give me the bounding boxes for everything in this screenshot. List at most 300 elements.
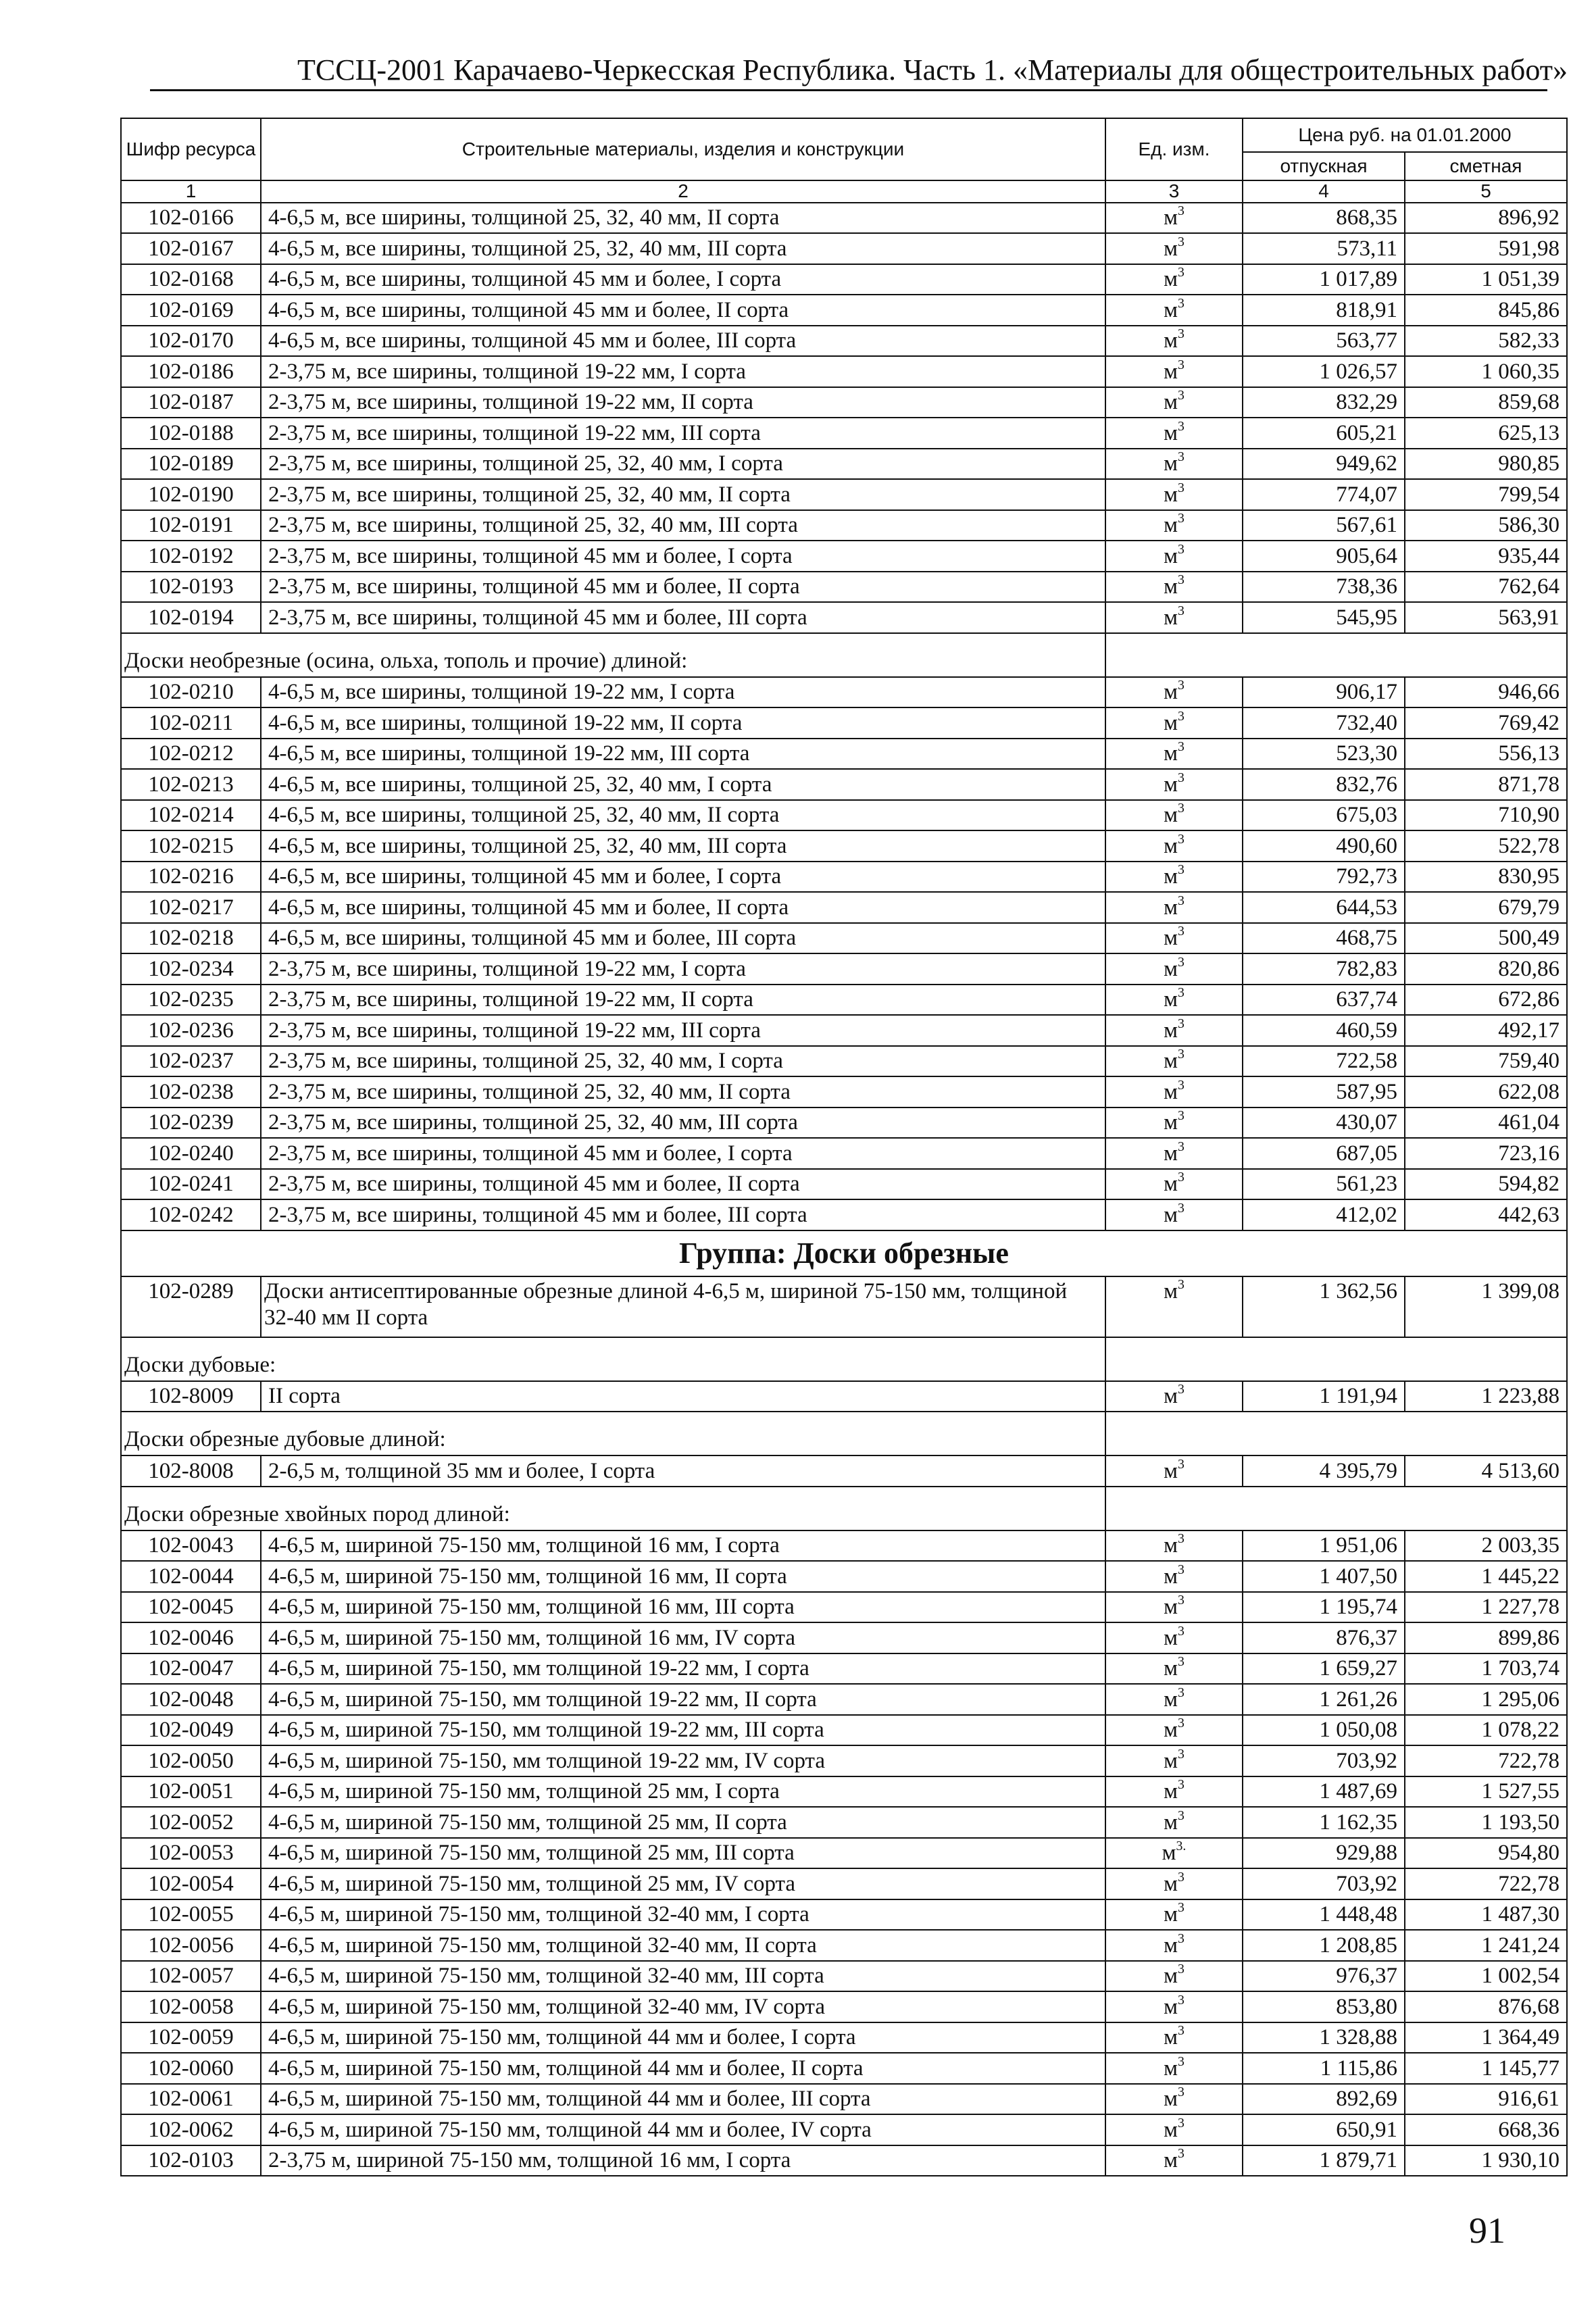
unit-exponent: 3 bbox=[1178, 862, 1184, 878]
wholesale-price: 1 115,86 bbox=[1243, 2053, 1405, 2084]
wholesale-price: 490,60 bbox=[1243, 830, 1405, 862]
table-row bbox=[121, 418, 1567, 449]
description: 4-6,5 м, все ширины, толщиной 45 мм и более, II сорта bbox=[261, 892, 1105, 923]
table-row bbox=[121, 264, 1567, 295]
estimate-price: 625,13 bbox=[1405, 418, 1567, 449]
resource-code: 102-0193 bbox=[121, 572, 261, 603]
table-row bbox=[121, 739, 1567, 770]
estimate-price: 1 241,24 bbox=[1405, 1930, 1567, 1961]
unit-text: м bbox=[1164, 574, 1178, 599]
unit bbox=[1105, 1169, 1243, 1200]
description: 4-6,5 м, все ширины, толщиной 25, 32, 40 мм, III сорта bbox=[261, 233, 1105, 264]
description: 4-6,5 м, шириной 75-150 мм, толщиной 32-40 мм, IV сорта bbox=[261, 1991, 1105, 2022]
wholesale-price: 545,95 bbox=[1243, 602, 1405, 633]
unit-exponent: 3 bbox=[1178, 770, 1184, 785]
unit-exponent: 3 bbox=[1178, 1869, 1184, 1885]
description: II сорта bbox=[261, 1381, 1105, 1412]
resource-code: 102-0191 bbox=[121, 510, 261, 541]
description: 4-6,5 м, все ширины, толщиной 25, 32, 40 мм, III сорта bbox=[261, 830, 1105, 862]
unit-text: м bbox=[1164, 1533, 1178, 1558]
unit-text: м bbox=[1164, 710, 1178, 735]
table-row bbox=[121, 1455, 1567, 1487]
estimate-price: 1 703,74 bbox=[1405, 1653, 1567, 1685]
unit bbox=[1105, 830, 1243, 862]
wholesale-price: 1 448,48 bbox=[1243, 1899, 1405, 1931]
section-blank bbox=[1105, 1487, 1567, 1530]
estimate-price: 1 227,78 bbox=[1405, 1592, 1567, 1623]
header-code: Шифр ресурса bbox=[121, 118, 261, 180]
table-row bbox=[121, 1868, 1567, 1899]
resource-code: 102-0218 bbox=[121, 923, 261, 954]
unit-exponent: 3 bbox=[1178, 357, 1184, 372]
resource-code: 102-0048 bbox=[121, 1684, 261, 1715]
description: 2-3,75 м, все ширины, толщиной 19-22 мм, I сорта bbox=[261, 356, 1105, 387]
resource-code: 102-0056 bbox=[121, 1930, 261, 1961]
wholesale-price: 605,21 bbox=[1243, 418, 1405, 449]
table-row bbox=[121, 769, 1567, 800]
resource-code: 102-0239 bbox=[121, 1107, 261, 1139]
table-row bbox=[121, 800, 1567, 831]
resource-code: 102-0289 bbox=[121, 1276, 261, 1337]
unit bbox=[1105, 985, 1243, 1016]
resource-code: 102-0061 bbox=[121, 2084, 261, 2115]
description: 2-3,75 м, все ширины, толщиной 19-22 мм, III сорта bbox=[261, 1015, 1105, 1046]
estimate-price: 492,17 bbox=[1405, 1015, 1567, 1046]
unit-exponent: 3 bbox=[1178, 603, 1184, 618]
unit bbox=[1105, 677, 1243, 708]
wholesale-price: 1 879,71 bbox=[1243, 2145, 1405, 2176]
unit bbox=[1105, 1715, 1243, 1746]
unit-text: м bbox=[1164, 1994, 1178, 2019]
estimate-price: 1 399,08 bbox=[1405, 1276, 1567, 1337]
unit-text: м bbox=[1164, 772, 1178, 797]
unit bbox=[1105, 233, 1243, 264]
unit-text: м bbox=[1164, 1110, 1178, 1135]
estimate-price: 1 445,22 bbox=[1405, 1561, 1567, 1592]
resource-code: 102-0045 bbox=[121, 1592, 261, 1623]
resource-code: 102-0189 bbox=[121, 449, 261, 480]
estimate-price: 876,68 bbox=[1405, 1991, 1567, 2022]
unit-text: м bbox=[1164, 803, 1178, 828]
estimate-price: 762,64 bbox=[1405, 572, 1567, 603]
unit-exponent: 3 bbox=[1178, 1900, 1184, 1916]
resource-code: 102-0059 bbox=[121, 2022, 261, 2053]
unit bbox=[1105, 418, 1243, 449]
unit bbox=[1105, 862, 1243, 893]
description: 2-3,75 м, все ширины, толщиной 19-22 мм, II сорта bbox=[261, 387, 1105, 418]
wholesale-price: 1 328,88 bbox=[1243, 2022, 1405, 2053]
unit-text: м bbox=[1164, 513, 1178, 538]
unit-exponent: 3 bbox=[1178, 1992, 1184, 2008]
description: 4-6,5 м, шириной 75-150, мм толщиной 19-22 мм, III сорта bbox=[261, 1715, 1105, 1746]
unit-text: м bbox=[1164, 1933, 1178, 1958]
wholesale-price: 1 050,08 bbox=[1243, 1715, 1405, 1746]
unit-exponent: 3 bbox=[1178, 1170, 1184, 1185]
table-row bbox=[121, 2084, 1567, 2115]
unit-exponent: 3 bbox=[1178, 1716, 1184, 1731]
wholesale-price: 1 026,57 bbox=[1243, 356, 1405, 387]
column-number: 1 bbox=[121, 180, 261, 203]
table-row bbox=[121, 1046, 1567, 1077]
table-row bbox=[121, 1838, 1567, 1869]
table-row bbox=[121, 541, 1567, 572]
unit bbox=[1105, 479, 1243, 510]
resource-code: 102-0212 bbox=[121, 739, 261, 770]
unit-exponent: 3 bbox=[1178, 1200, 1184, 1216]
unit bbox=[1105, 2114, 1243, 2145]
wholesale-price: 949,62 bbox=[1243, 449, 1405, 480]
estimate-price: 563,91 bbox=[1405, 602, 1567, 633]
wholesale-price: 738,36 bbox=[1243, 572, 1405, 603]
section-row bbox=[121, 1412, 1567, 1455]
unit-exponent: 3 bbox=[1178, 1746, 1184, 1762]
table-row bbox=[121, 1199, 1567, 1230]
unit-exponent: 3 bbox=[1178, 1139, 1184, 1154]
unit-exponent: 3 bbox=[1178, 893, 1184, 908]
unit-text: м bbox=[1164, 420, 1178, 445]
unit bbox=[1105, 892, 1243, 923]
description: 2-3,75 м, все ширины, толщиной 45 мм и более, II сорта bbox=[261, 1169, 1105, 1200]
unit-exponent: 3 bbox=[1178, 480, 1184, 495]
unit-exponent: 3 bbox=[1178, 1562, 1184, 1577]
table-row bbox=[121, 326, 1567, 357]
resource-code: 102-0043 bbox=[121, 1530, 261, 1562]
wholesale-price: 1 407,50 bbox=[1243, 1561, 1405, 1592]
unit bbox=[1105, 541, 1243, 572]
unit-text: м bbox=[1164, 543, 1178, 568]
unit-exponent: 3 bbox=[1178, 1685, 1184, 1700]
wholesale-price: 468,75 bbox=[1243, 923, 1405, 954]
unit-text: м bbox=[1164, 1079, 1178, 1104]
description: 4-6,5 м, шириной 75-150 мм, толщиной 25 мм, I сорта bbox=[261, 1776, 1105, 1808]
table-row bbox=[121, 2114, 1567, 2145]
description: 4-6,5 м, шириной 75-150 мм, толщиной 16 мм, II сорта bbox=[261, 1561, 1105, 1592]
unit-exponent: 3 bbox=[1178, 831, 1184, 847]
table-row bbox=[121, 1592, 1567, 1623]
estimate-price: 1 193,50 bbox=[1405, 1807, 1567, 1838]
unit bbox=[1105, 800, 1243, 831]
unit-text: м bbox=[1164, 205, 1178, 230]
resource-code: 102-0062 bbox=[121, 2114, 261, 2145]
table-row bbox=[121, 572, 1567, 603]
estimate-price: 1 487,30 bbox=[1405, 1899, 1567, 1931]
unit-exponent: 3 bbox=[1178, 1077, 1184, 1093]
resource-code: 102-8009 bbox=[121, 1381, 261, 1412]
unit bbox=[1105, 1899, 1243, 1931]
table-row bbox=[121, 602, 1567, 633]
unit-exponent: 3 bbox=[1178, 295, 1184, 311]
unit bbox=[1105, 769, 1243, 800]
resource-code: 102-0242 bbox=[121, 1199, 261, 1230]
column-number: 4 bbox=[1243, 180, 1405, 203]
unit-text: м bbox=[1162, 1841, 1176, 1866]
table-row bbox=[121, 1381, 1567, 1412]
table-row bbox=[121, 830, 1567, 862]
estimate-price: 1 223,88 bbox=[1405, 1381, 1567, 1412]
estimate-price: 4 513,60 bbox=[1405, 1455, 1567, 1487]
resource-code: 102-0190 bbox=[121, 479, 261, 510]
resource-code: 102-0240 bbox=[121, 1138, 261, 1169]
estimate-price: 769,42 bbox=[1405, 707, 1567, 739]
unit-exponent: 3 bbox=[1178, 203, 1184, 219]
unit-text: м bbox=[1164, 1278, 1178, 1303]
unit-text: м bbox=[1164, 1779, 1178, 1804]
description: 4-6,5 м, шириной 75-150 мм, толщиной 16 мм, I сорта bbox=[261, 1530, 1105, 1562]
description: 4-6,5 м, шириной 75-150 мм, толщиной 44 мм и более, IV сорта bbox=[261, 2114, 1105, 2145]
unit bbox=[1105, 1138, 1243, 1169]
unit-exponent: 3 bbox=[1178, 2053, 1184, 2069]
resource-code: 102-0234 bbox=[121, 953, 261, 985]
unit bbox=[1105, 739, 1243, 770]
header-estimate: сметная bbox=[1405, 152, 1567, 180]
resource-code: 102-0052 bbox=[121, 1807, 261, 1838]
unit bbox=[1105, 1046, 1243, 1077]
unit-exponent: 3 bbox=[1178, 449, 1184, 465]
description: 4-6,5 м, все ширины, толщиной 19-22 мм, III сорта bbox=[261, 739, 1105, 770]
unit bbox=[1105, 2053, 1243, 2084]
unit-text: м bbox=[1164, 2087, 1178, 2112]
description: Доски антисептированные обрезные длиной 4-6,5 м, шириной 75-150 мм, толщиной 32-40 мм II сорта bbox=[261, 1276, 1105, 1337]
unit bbox=[1105, 707, 1243, 739]
table-row bbox=[121, 1745, 1567, 1776]
estimate-price: 586,30 bbox=[1405, 510, 1567, 541]
unit-exponent: 3 bbox=[1178, 924, 1184, 939]
resource-code: 102-0237 bbox=[121, 1046, 261, 1077]
wholesale-price: 818,91 bbox=[1243, 295, 1405, 326]
unit bbox=[1105, 1015, 1243, 1046]
unit-text: м bbox=[1164, 1964, 1178, 1989]
wholesale-price: 4 395,79 bbox=[1243, 1455, 1405, 1487]
resource-code: 102-0169 bbox=[121, 295, 261, 326]
unit-text: м bbox=[1164, 267, 1178, 292]
description: 2-3,75 м, все ширины, толщиной 25, 32, 40 мм, II сорта bbox=[261, 1076, 1105, 1107]
resource-code: 102-0238 bbox=[121, 1076, 261, 1107]
resource-code: 102-0049 bbox=[121, 1715, 261, 1746]
resource-code: 102-0236 bbox=[121, 1015, 261, 1046]
estimate-price: 442,63 bbox=[1405, 1199, 1567, 1230]
unit-exponent: 3 bbox=[1178, 1654, 1184, 1670]
unit bbox=[1105, 2084, 1243, 2115]
wholesale-price: 430,07 bbox=[1243, 1107, 1405, 1139]
section-blank bbox=[1105, 1412, 1567, 1455]
table-row bbox=[121, 510, 1567, 541]
table-body bbox=[121, 203, 1567, 2176]
description: 4-6,5 м, шириной 75-150 мм, толщиной 16 мм, IV сорта bbox=[261, 1622, 1105, 1653]
unit bbox=[1105, 1961, 1243, 1992]
wholesale-price: 567,61 bbox=[1243, 510, 1405, 541]
table-row bbox=[121, 1991, 1567, 2022]
estimate-price: 1 051,39 bbox=[1405, 264, 1567, 295]
table-row bbox=[121, 1622, 1567, 1653]
table-row bbox=[121, 953, 1567, 985]
unit bbox=[1105, 2022, 1243, 2053]
resource-code: 102-0103 bbox=[121, 2145, 261, 2176]
column-number: 5 bbox=[1405, 180, 1567, 203]
unit-text: м bbox=[1164, 1564, 1178, 1589]
unit-exponent: 3 bbox=[1178, 1108, 1184, 1124]
table-row bbox=[121, 1715, 1567, 1746]
wholesale-price: 703,92 bbox=[1243, 1745, 1405, 1776]
materials-table bbox=[120, 118, 1568, 2176]
table-row bbox=[121, 387, 1567, 418]
table-row bbox=[121, 985, 1567, 1016]
resource-code: 102-0054 bbox=[121, 1868, 261, 1899]
table-row bbox=[121, 1776, 1567, 1808]
wholesale-price: 1 261,26 bbox=[1243, 1684, 1405, 1715]
description: 4-6,5 м, шириной 75-150 мм, толщиной 44 мм и более, III сорта bbox=[261, 2084, 1105, 2115]
description: 4-6,5 м, все ширины, толщиной 19-22 мм, II сорта bbox=[261, 707, 1105, 739]
table-row bbox=[121, 1138, 1567, 1169]
unit bbox=[1105, 1455, 1243, 1487]
resource-code: 102-0211 bbox=[121, 707, 261, 739]
unit bbox=[1105, 1276, 1243, 1337]
unit bbox=[1105, 1745, 1243, 1776]
resource-code: 102-0217 bbox=[121, 892, 261, 923]
unit-text: м bbox=[1164, 359, 1178, 384]
description: 4-6,5 м, шириной 75-150 мм, толщиной 25 мм, II сорта bbox=[261, 1807, 1105, 1838]
wholesale-price: 792,73 bbox=[1243, 862, 1405, 893]
wholesale-price: 732,40 bbox=[1243, 707, 1405, 739]
unit-exponent: 3 bbox=[1178, 2085, 1184, 2100]
resource-code: 102-0053 bbox=[121, 1838, 261, 1869]
description: 2-3,75 м, все ширины, толщиной 45 мм и более, III сорта bbox=[261, 602, 1105, 633]
unit-text: м bbox=[1164, 1656, 1178, 1681]
unit-text: м bbox=[1164, 956, 1178, 981]
wholesale-price: 876,37 bbox=[1243, 1622, 1405, 1653]
description: 4-6,5 м, шириной 75-150 мм, толщиной 25 мм, III сорта bbox=[261, 1838, 1105, 1869]
description: 4-6,5 м, шириной 75-150, мм толщиной 19-22 мм, IV сорта bbox=[261, 1745, 1105, 1776]
description: 2-3,75 м, все ширины, толщиной 25, 32, 40 мм, III сорта bbox=[261, 510, 1105, 541]
header-price: Цена руб. на 01.01.2000 bbox=[1243, 118, 1567, 152]
wholesale-price: 703,92 bbox=[1243, 1868, 1405, 1899]
description: 4-6,5 м, шириной 75-150, мм толщиной 19-22 мм, I сорта bbox=[261, 1653, 1105, 1685]
unit-text: м bbox=[1164, 1595, 1178, 1620]
unit-exponent: 3 bbox=[1178, 739, 1184, 755]
table-row bbox=[121, 233, 1567, 264]
unit-text: м bbox=[1164, 833, 1178, 858]
unit-text: м bbox=[1164, 1141, 1178, 1166]
unit-exponent: 3 bbox=[1178, 1777, 1184, 1793]
wholesale-price: 832,29 bbox=[1243, 387, 1405, 418]
unit-exponent: 3 bbox=[1178, 234, 1184, 249]
table-row bbox=[121, 449, 1567, 480]
description: 4-6,5 м, все ширины, толщиной 25, 32, 40 мм, II сорта bbox=[261, 203, 1105, 234]
unit-exponent: 3 bbox=[1178, 1016, 1184, 1031]
resource-code: 102-0044 bbox=[121, 1561, 261, 1592]
unit-exponent: 3 bbox=[1178, 1047, 1184, 1062]
unit bbox=[1105, 1684, 1243, 1715]
table-row bbox=[121, 923, 1567, 954]
description: 2-3,75 м, все ширины, толщиной 45 мм и более, I сорта bbox=[261, 541, 1105, 572]
wholesale-price: 460,59 bbox=[1243, 1015, 1405, 1046]
unit-text: м bbox=[1164, 2117, 1178, 2142]
resource-code: 102-0058 bbox=[121, 1991, 261, 2022]
estimate-price: 1 527,55 bbox=[1405, 1776, 1567, 1808]
resource-code: 102-0194 bbox=[121, 602, 261, 633]
description: 4-6,5 м, все ширины, толщиной 19-22 мм, I сорта bbox=[261, 677, 1105, 708]
resource-code: 102-0060 bbox=[121, 2053, 261, 2084]
wholesale-price: 1 208,85 bbox=[1243, 1930, 1405, 1961]
estimate-price: 722,78 bbox=[1405, 1745, 1567, 1776]
wholesale-price: 1 951,06 bbox=[1243, 1530, 1405, 1562]
unit bbox=[1105, 264, 1243, 295]
unit bbox=[1105, 572, 1243, 603]
resource-code: 102-0214 bbox=[121, 800, 261, 831]
header-unit: Ед. изм. bbox=[1105, 118, 1243, 180]
resource-code: 102-0047 bbox=[121, 1653, 261, 1685]
table-row bbox=[121, 1961, 1567, 1992]
wholesale-price: 1 162,35 bbox=[1243, 1807, 1405, 1838]
page-header: ТССЦ-2001 Карачаево-Черкесская Республика. Часть 1. «Материалы для общестроительных работ» bbox=[297, 53, 1568, 86]
description: 2-3,75 м, все ширины, толщиной 25, 32, 40 мм, I сорта bbox=[261, 1046, 1105, 1077]
unit bbox=[1105, 387, 1243, 418]
resource-code: 102-0166 bbox=[121, 203, 261, 234]
estimate-price: 722,78 bbox=[1405, 1868, 1567, 1899]
resource-code: 102-0057 bbox=[121, 1961, 261, 1992]
resource-code: 102-0213 bbox=[121, 769, 261, 800]
unit-text: м bbox=[1164, 1871, 1178, 1896]
resource-code: 102-0055 bbox=[121, 1899, 261, 1931]
wholesale-price: 687,05 bbox=[1243, 1138, 1405, 1169]
estimate-price: 556,13 bbox=[1405, 739, 1567, 770]
description: 2-3,75 м, все ширины, толщиной 25, 32, 40 мм, II сорта bbox=[261, 479, 1105, 510]
unit-exponent: 3 bbox=[1178, 541, 1184, 557]
unit bbox=[1105, 1530, 1243, 1562]
description: 4-6,5 м, шириной 75-150 мм, толщиной 16 мм, III сорта bbox=[261, 1592, 1105, 1623]
table-row bbox=[121, 356, 1567, 387]
description: 2-3,75 м, все ширины, толщиной 19-22 мм, II сорта bbox=[261, 985, 1105, 1016]
unit-exponent: 3 bbox=[1178, 572, 1184, 588]
unit bbox=[1105, 1991, 1243, 2022]
unit-text: м bbox=[1164, 328, 1178, 353]
unit-exponent: 3 bbox=[1178, 511, 1184, 526]
estimate-price: 1 930,10 bbox=[1405, 2145, 1567, 2176]
description: 4-6,5 м, шириной 75-150, мм толщиной 19-22 мм, II сорта bbox=[261, 1684, 1105, 1715]
unit bbox=[1105, 1076, 1243, 1107]
estimate-price: 522,78 bbox=[1405, 830, 1567, 862]
unit bbox=[1105, 1653, 1243, 1685]
table-row bbox=[121, 677, 1567, 708]
estimate-price: 916,61 bbox=[1405, 2084, 1567, 2115]
description: 4-6,5 м, все ширины, толщиной 25, 32, 40 мм, II сорта bbox=[261, 800, 1105, 831]
resource-code: 102-0215 bbox=[121, 830, 261, 862]
unit-text: м bbox=[1164, 1718, 1178, 1743]
unit bbox=[1105, 1561, 1243, 1592]
unit-exponent: 3 bbox=[1178, 1962, 1184, 1977]
unit bbox=[1105, 1930, 1243, 1961]
unit-text: м bbox=[1164, 1172, 1178, 1197]
table-row bbox=[121, 2022, 1567, 2053]
unit bbox=[1105, 1381, 1243, 1412]
table-row bbox=[121, 1530, 1567, 1562]
wholesale-price: 929,88 bbox=[1243, 1838, 1405, 1869]
table-row bbox=[121, 1107, 1567, 1139]
unit-exponent: 3 bbox=[1178, 954, 1184, 970]
section-row bbox=[121, 1337, 1567, 1381]
unit-text: м bbox=[1164, 680, 1178, 705]
table-row bbox=[121, 862, 1567, 893]
wholesale-price: 637,74 bbox=[1243, 985, 1405, 1016]
section-title: Доски обрезные дубовые длиной: bbox=[121, 1412, 1105, 1455]
estimate-price: 871,78 bbox=[1405, 769, 1567, 800]
unit-text: м bbox=[1164, 482, 1178, 507]
column-number: 2 bbox=[261, 180, 1105, 203]
wholesale-price: 561,23 bbox=[1243, 1169, 1405, 1200]
description: 4-6,5 м, шириной 75-150 мм, толщиной 32-40 мм, II сорта bbox=[261, 1930, 1105, 1961]
wholesale-price: 412,02 bbox=[1243, 1199, 1405, 1230]
unit-exponent: 3 bbox=[1178, 1382, 1184, 1397]
estimate-price: 1 295,06 bbox=[1405, 1684, 1567, 1715]
